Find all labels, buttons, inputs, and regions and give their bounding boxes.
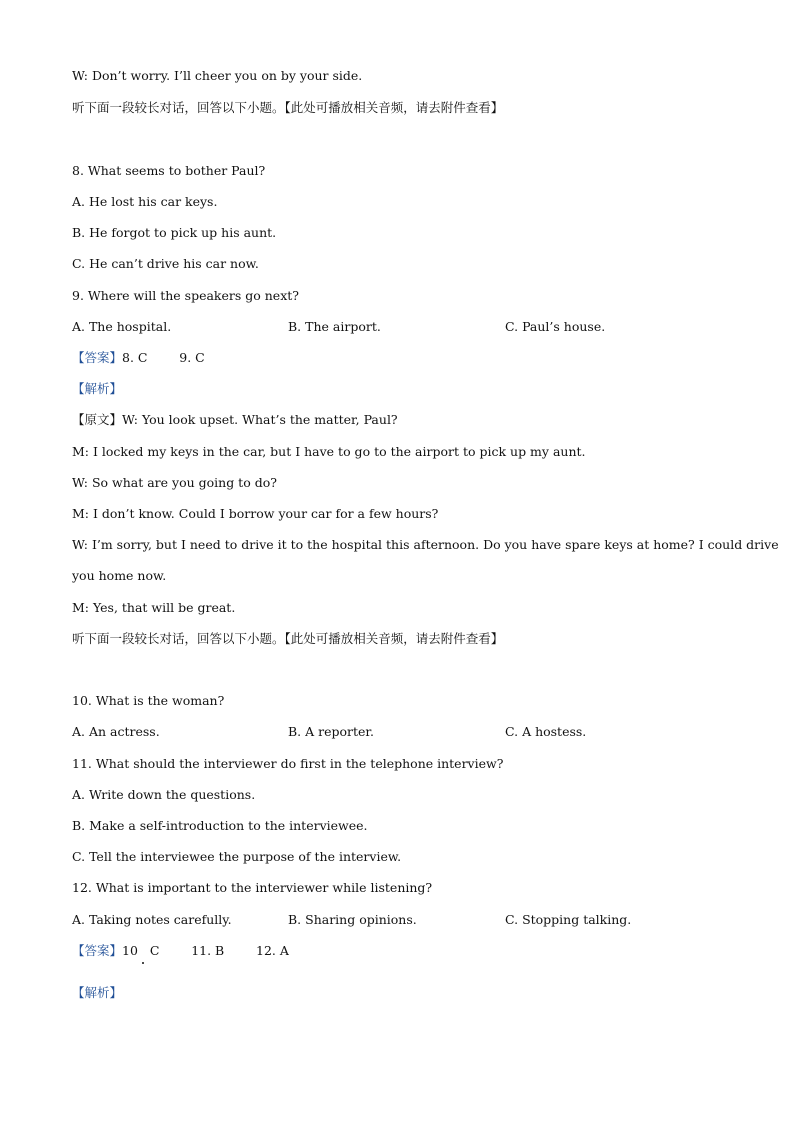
option-8a: A. He lost his car keys. (72, 194, 218, 209)
section-instruction: 听下面一段较长对话，回答以下小题。【此处可播放相关音频，请去附件查看】 (72, 631, 504, 646)
question-11: 11. What should the interviewer do first in the telephone interview? (72, 756, 504, 771)
answer-text: 8. C 9. C (122, 350, 205, 365)
option-10a: A. An actress. (72, 724, 160, 739)
option-9a: A. The hospital. (72, 319, 172, 334)
option-9c: C. Paul’s house. (505, 319, 606, 334)
option-12c: C. Stopping talking. (505, 912, 632, 927)
answer-line (72, 943, 289, 959)
answer-text: 10 C 11. B 12. A (122, 943, 289, 958)
question-12: 12. What is important to the interviewer while listening? (72, 880, 433, 895)
option-12a: A. Taking notes carefully. (72, 912, 232, 927)
answer-label: 【答案】 (72, 350, 123, 365)
analysis-label: 【解析】 (72, 381, 123, 396)
transcript-line: M: Yes, that will be great. (72, 600, 236, 615)
option-10c: C. A hostess. (505, 724, 587, 739)
option-8c: C. He can’t drive his car now. (72, 256, 259, 271)
transcript-line: M: I locked my keys in the car, but I have to go to the airport to pick up my aunt. (72, 444, 586, 459)
option-11b: B. Make a self-introduction to the interviewee. (72, 818, 368, 833)
question-8: 8. What seems to bother Paul? (72, 163, 266, 178)
option-12b: B. Sharing opinions. (288, 912, 417, 927)
stray-dot (142, 962, 144, 964)
answer-label: 【答案】 (72, 943, 123, 958)
transcript-label: 【原文】 (72, 412, 123, 427)
analysis-label: 【解析】 (72, 985, 123, 1000)
dialogue-line: W: Don’t worry. I’ll cheer you on by your side. (72, 68, 363, 83)
transcript-line: M: I don’t know. Could I borrow your car for a few hours? (72, 506, 439, 521)
option-11a: A. Write down the questions. (72, 787, 256, 802)
answer-line (72, 350, 205, 366)
option-9b: B. The airport. (288, 319, 381, 334)
option-11c: C. Tell the interviewee the purpose of the interview. (72, 849, 402, 864)
transcript-line: W: So what are you going to do? (72, 475, 277, 490)
question-10: 10. What is the woman? (72, 693, 225, 708)
transcript-line: you home now. (72, 568, 167, 583)
option-10b: B. A reporter. (288, 724, 375, 739)
transcript-text: W: You look upset. What’s the matter, Paul? (122, 412, 398, 427)
option-8b: B. He forgot to pick up his aunt. (72, 225, 277, 240)
section-instruction: 听下面一段较长对话，回答以下小题。【此处可播放相关音频，请去附件查看】 (72, 100, 504, 115)
question-9: 9. Where will the speakers go next? (72, 288, 299, 303)
transcript-line: W: I’m sorry, but I need to drive it to the hospital this afternoon. Do you have spare keys at home? I could drive (72, 537, 779, 552)
transcript-line (72, 412, 398, 428)
